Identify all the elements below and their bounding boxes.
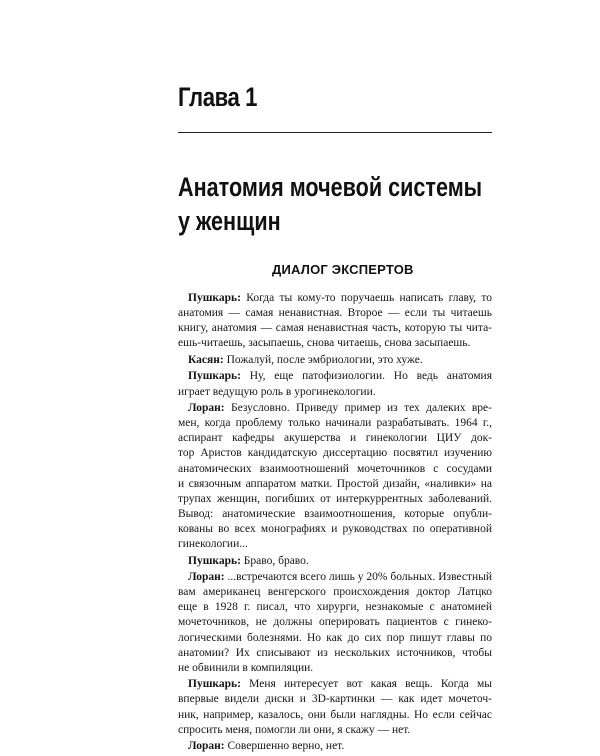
dialog-line: книгу, анатомия — самая ненавистная часть, которую ты чита- — [178, 322, 492, 335]
speaker-name: Пушкарь: — [188, 370, 241, 383]
dialog-line: гинекологии... — [178, 538, 248, 550]
dialog-line: спросить меня, помогли ли они, я скажу — нет. — [178, 723, 411, 736]
dialog-paragraph — [178, 554, 492, 569]
dialog-paragraph — [178, 739, 492, 754]
dialog-paragraph — [178, 369, 492, 399]
speaker-name: Пушкарь: — [188, 678, 241, 691]
dialog-line: кованы во всех монографиях и руководствах по оперативной — [178, 522, 492, 535]
dialog-line: мен, когда проблему только начинали разрабатывать. 1964 г., — [178, 417, 492, 430]
chapter-divider — [178, 132, 492, 133]
chapter-label: Глава 1 — [178, 82, 258, 112]
dialog-paragraph — [178, 353, 492, 368]
dialog-line: Пушкарь: Когда ты кому-то поручаешь написать главу, то — [188, 292, 492, 304]
dialog-line: вам американец венгерского происхождения доктор Латцко — [178, 586, 492, 599]
chapter-title-line-1: Анатомия мочевой системы — [178, 172, 483, 202]
dialog-line: и связочным аппаратом матки. Простой дизайн, «наливки» на — [178, 477, 492, 490]
chapter-title-line-2: у женщин — [178, 206, 281, 236]
section-heading: ДИАЛОГ ЭКСПЕРТОВ — [272, 262, 414, 277]
dialog-line: анатомии? Их списывают из нескольких источников, чтобы — [178, 646, 492, 659]
dialog-line: ешь-читаешь, засыпаешь, снова читаешь, снова засыпаешь. — [178, 337, 471, 350]
dialog-paragraph — [178, 570, 492, 676]
dialog-line: трупах женщин, погибших от интеркуррентных заболеваний. — [178, 492, 492, 505]
dialog-line: Касян: Пожалуй, после эмбриологии, это хуже. — [188, 353, 423, 366]
dialog-line: Лоран: Совершенно верно, нет. — [188, 740, 345, 753]
dialog-line: анатомия — самая ненавистная. Второе — если ты читаешь — [178, 307, 492, 320]
dialog-line: аспирант кафедры акушерства и гинекологии ЦИУ док- — [178, 432, 492, 445]
dialog-line: Пушкарь: Меня интересует вот какая вещь. Когда мы — [188, 678, 492, 691]
dialog-line: Вывод: анатомические взаимоотношения, которые опубли- — [178, 507, 492, 520]
dialog-line: ник, например, казалось, они были наглядны. Но если сейчас — [178, 708, 492, 721]
speaker-name: Лоран: — [188, 571, 225, 584]
dialog-line: Пушкарь: Браво, браво. — [188, 554, 309, 567]
dialog-line: логическими болезнями. Но как до сих пор пишут главы по — [178, 631, 492, 644]
speaker-name: Касян: — [188, 353, 224, 366]
dialog-line: впервые видели диски и 3D-картинки — как идет мочеточ- — [178, 693, 492, 706]
speaker-name: Пушкарь: — [188, 292, 241, 304]
dialog-line: еще в 1928 г. писал, что хирурги, незнакомые с анатомией — [178, 601, 492, 614]
speaker-name: Лоран: — [188, 402, 225, 415]
dialog-line: мочеточников, не должны оперировать пациентов с гинеко- — [178, 616, 492, 629]
dialog-line: не обвинили в компиляции. — [178, 661, 314, 674]
dialog-paragraph — [178, 291, 492, 351]
expert-dialog — [178, 291, 492, 756]
dialog-line: анатомических взаимоотношений мочеточников с сосудами — [178, 462, 492, 475]
dialog-line: играет ведущую роль в урогинекологии. — [178, 385, 376, 398]
speaker-name: Лоран: — [188, 740, 225, 753]
chapter-title — [178, 170, 482, 238]
dialog-paragraph — [178, 401, 492, 552]
dialog-line: тор Аристов кандидатскую диссертацию посвятил изучению — [178, 447, 492, 460]
dialog-line: Пушкарь: Ну, еще патофизиологии. Но ведь анатомия — [188, 370, 492, 383]
dialog-paragraph — [178, 677, 492, 737]
dialog-line: Лоран: Безусловно. Приведу пример из тех далеких вре- — [188, 402, 492, 415]
speaker-name: Пушкарь: — [188, 554, 241, 567]
dialog-line: Лоран: ...встречаются всего лишь у 20% больных. Известный — [188, 571, 492, 584]
